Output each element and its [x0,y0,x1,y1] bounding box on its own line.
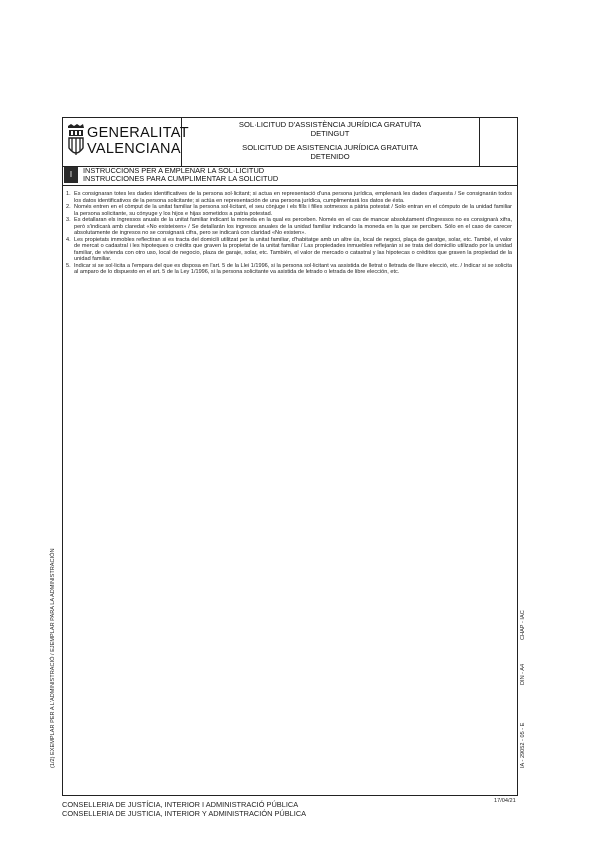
section-number: I [64,167,78,183]
form-date: 17/04/21 [494,798,516,804]
instruction-item [66,204,512,217]
title-valencian: SOL·LICITUD D'ASSISTÈNCIA JURÍDICA GRATUÏTA [238,120,422,129]
form-code: IA - 29052 - 05 - E [520,722,526,768]
instruction-text: Només entren en el còmput de la unitat familiar la persona sol·licitant, el seu cònjuge i els fills i filles sotmesos a pàtria potestat / Solo entran en el cómputo de la unidad familiar la persona solicitante, su cónyuge y los hijos e hijas sometidos a patria potestad. [74,204,512,217]
title-spanish-subtitle: DETENIDO [310,151,350,161]
logo-line-1: GENERALITAT [87,125,189,141]
section-header [63,166,517,186]
title-spanish: SOLICITUD DE ASISTENCIA JURÍDICA GRATUITA [242,143,418,153]
form-header [63,118,517,167]
generalitat-wordmark [87,125,189,157]
section-title [83,167,278,184]
instruction-item [66,217,512,237]
instruction-text: Es consignaran totes les dades identificatives de la persona sol·licitant; si actua en representació d'una persona jurídica, emplenarà les dades d'aquesta / Se consignarán todos los datos identificativos de la persona solicitante; si actúa en representación de una persona jurídica, cumplimentará los datos de ésta. [74,191,512,204]
form-chap-code: CHAP - IAC [520,610,526,640]
instructions-list [66,191,512,276]
form-title [181,118,480,166]
title-valencian-subtitle: DETINGUT [310,128,350,138]
footer-spanish: CONSELLERIA DE JUSTICIA, INTERIOR Y ADMINISTRACIÓN PÚBLICA [62,809,307,818]
instruction-number: 1. [66,191,71,197]
logo-line-2: VALENCIANA [87,141,181,157]
logo-cell [63,118,189,166]
instruction-text: Les propietats immobles reflectiran si es tracta del domicili utilitzat per la unitat familiar, d'habitatge amb un altre ús, local de negoci, plaça de garatge, solar, etc. També, el valor de mercat o cadastral i les hipoteques o crèdits que graven la propietat de la unitat familiar / Las propiedades inmuebles reflejarán si se trata del domicilio utilizado por la unidad familiar, de vivienda con otro uso, local de negocio, plaza de garaje, solar, etc. También, el valor de mercado o catastral y las hipotecas o créditos que graven la propiedad de la unidad familiar. [74,236,512,262]
section-title-valencian: INSTRUCCIONS PER A EMPLENAR LA SOL·LICITUD [83,166,265,175]
footer [62,800,306,818]
instruction-item [66,263,512,276]
instruction-item [66,191,512,204]
copy-designation: (1/2) EXEMPLAR PER A L'ADMINISTRACIÓ / EJEMPLAR PARA LA ADMINISTRACIÓN [50,548,56,768]
generalitat-logo-icon [67,124,85,160]
instruction-number: 3. [66,217,71,223]
paper-size: DIN - A4 [520,663,526,685]
instruction-number: 2. [66,204,71,210]
instruction-item [66,237,512,263]
section-title-spanish: INSTRUCCIONES PARA CUMPLIMENTAR LA SOLICITUD [83,174,279,184]
registry-stamp-box [479,118,517,166]
instruction-text: Es detallaran els ingressos anuals de la unitat familiar indicant la moneda en la qual es perceben. Només en el cas de mancar absolutament d'ingressos no es consignarà xifra, però s'indicarà amb claredat «No existeixen» / Se detallarán los ingresos anuales de la unidad familiar indicando la moneda en la que se perciben. Sólo en el caso de carecer absolutamente de ingresos no se consignará cifra, pero se indicará con claridad «No existen». [74,217,512,236]
instruction-number: 4. [66,236,71,243]
footer-valencian: CONSELLERIA DE JUSTÍCIA, INTERIOR I ADMINISTRACIÓ PÚBLICA [62,800,299,809]
instruction-number: 5. [66,262,71,269]
instruction-text: Indicar si se sol·licita a l'empara del que es disposa en l'art. 5 de la Llei 1/1996, si la persona sol·licitant va assistida de lletrat o lletrada de lliure elecció, etc. / Indicar si se solicita al amparo de lo dispuesto en el art. 5 de la Ley 1/1996, si la persona solicitante va asistida de letrado o letrada de libre elección, etc. [74,262,512,275]
